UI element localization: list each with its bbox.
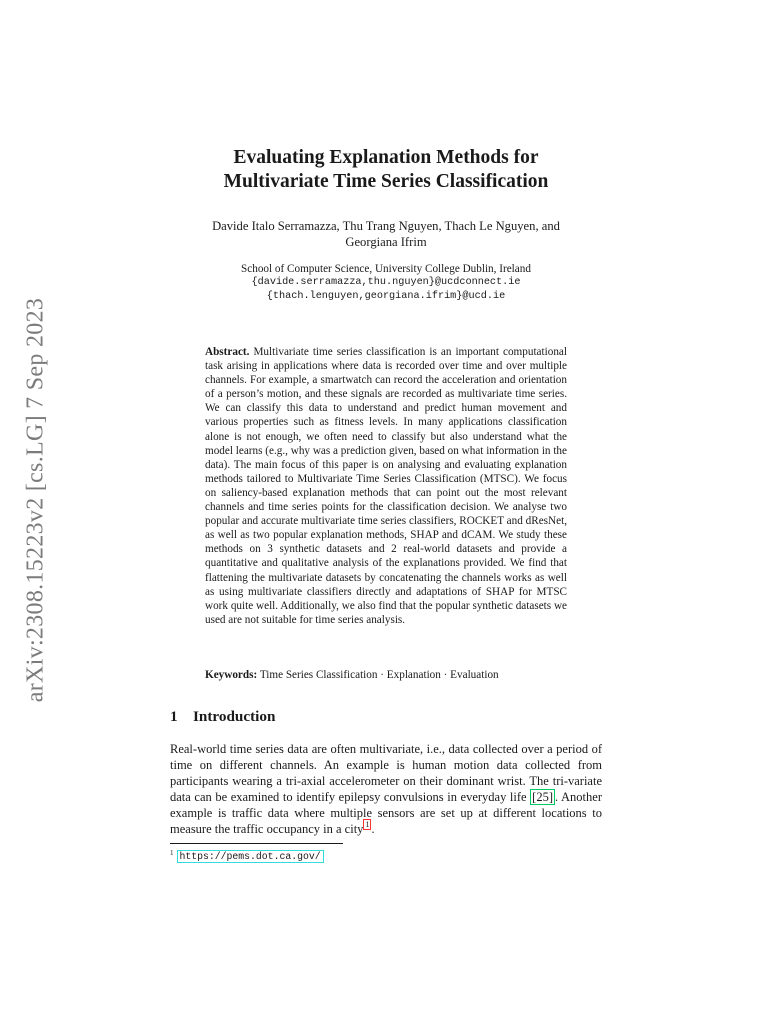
affiliation: [180, 262, 592, 304]
abstract: [205, 345, 567, 627]
institution: School of Computer Science, University College Dublin, Ireland: [241, 263, 531, 275]
author-list: [180, 218, 592, 250]
footnote-mark-link[interactable]: 1: [365, 820, 370, 830]
keywords-text: Time Series Classification · Explanation · Evaluation: [259, 669, 499, 681]
footnote-number: 1: [170, 849, 174, 857]
section-number: 1: [170, 708, 178, 725]
intro-text-1: Real-world time series data are often multivariate, i.e., data collected over a period of time on different channels. An example is human motion data collected from participants wearing a tri-axial accelerometer on their dominant wrist. The tri-variate data can be examined to identify epilepsy convulsions in everyday life: [170, 742, 602, 804]
intro-paragraph: [170, 742, 602, 837]
intro-text-end: .: [371, 821, 375, 836]
arxiv-identifier: arXiv:2308.15223v2 [cs.LG] 7 Sep 2023: [22, 297, 49, 703]
section-heading: [170, 708, 275, 726]
footnote-url-link[interactable]: https://pems.dot.ca.gov/: [177, 850, 324, 863]
footnote: [170, 846, 324, 864]
keywords: [205, 668, 567, 682]
title-line-2: Multivariate Time Series Classification: [223, 171, 549, 192]
authors-line-2: Georgiana Ifrim: [345, 235, 427, 249]
authors-line-1: Davide Italo Serramazza, Thu Trang Nguyen, Thach Le Nguyen, and: [212, 219, 560, 233]
section-title: Introduction: [193, 708, 276, 725]
keywords-label: Keywords:: [205, 669, 258, 681]
title-line-1: Evaluating Explanation Methods for: [233, 147, 539, 168]
email-line-1: {davide.serramazza,thu.nguyen}@ucdconnect.ie: [251, 277, 521, 288]
citation-link[interactable]: [25]: [532, 789, 553, 804]
abstract-label: Abstract.: [205, 346, 250, 358]
paper-title: [180, 146, 592, 194]
abstract-text: Multivariate time series classification is an important computational task arising in applications where data is recorded over time and over multiple channels. For example, a smartwatch can record the acceleration and orientation of a person’s motion, and these signals are recorded as multivariate time series. We can classify this data to understand and predict human movement and various properties such as fitness levels. In many applications classification alone is not enough, we often need to classify but also understand what the model learns (e.g., why was a prediction given, based on what information in the data). The main focus of this paper is on analysing and evaluating explanation methods tailored to Multivariate Time Series Classification (MTSC). We focus on saliency-based explanation methods that can point out the most relevant channels and time series points for the classification decision. We analyse two popular and accurate multivariate time series classifiers, ROCKET and dResNet, as well as two popular explanation methods, SHAP and dCAM. We study these methods on 3 synthetic datasets and 2 real-world datasets and provide a quantitative and qualitative analysis of the explanations provided. We find that flattening the multivariate datasets by concatenating the channels works as well as using multivariate classifiers directly and adaptations of SHAP for MTSC work quite well. Additionally, we also find that the popular synthetic datasets we used are not suitable for time series analysis.: [205, 346, 567, 626]
intro-text-2: . Another example is traffic data where multiple sensors are set up at different locations to measure the traffic occupancy in a city: [170, 789, 602, 836]
footnote-rule: [170, 843, 343, 844]
email-line-2: {thach.lenguyen,georgiana.ifrim}@ucd.ie: [266, 291, 506, 302]
